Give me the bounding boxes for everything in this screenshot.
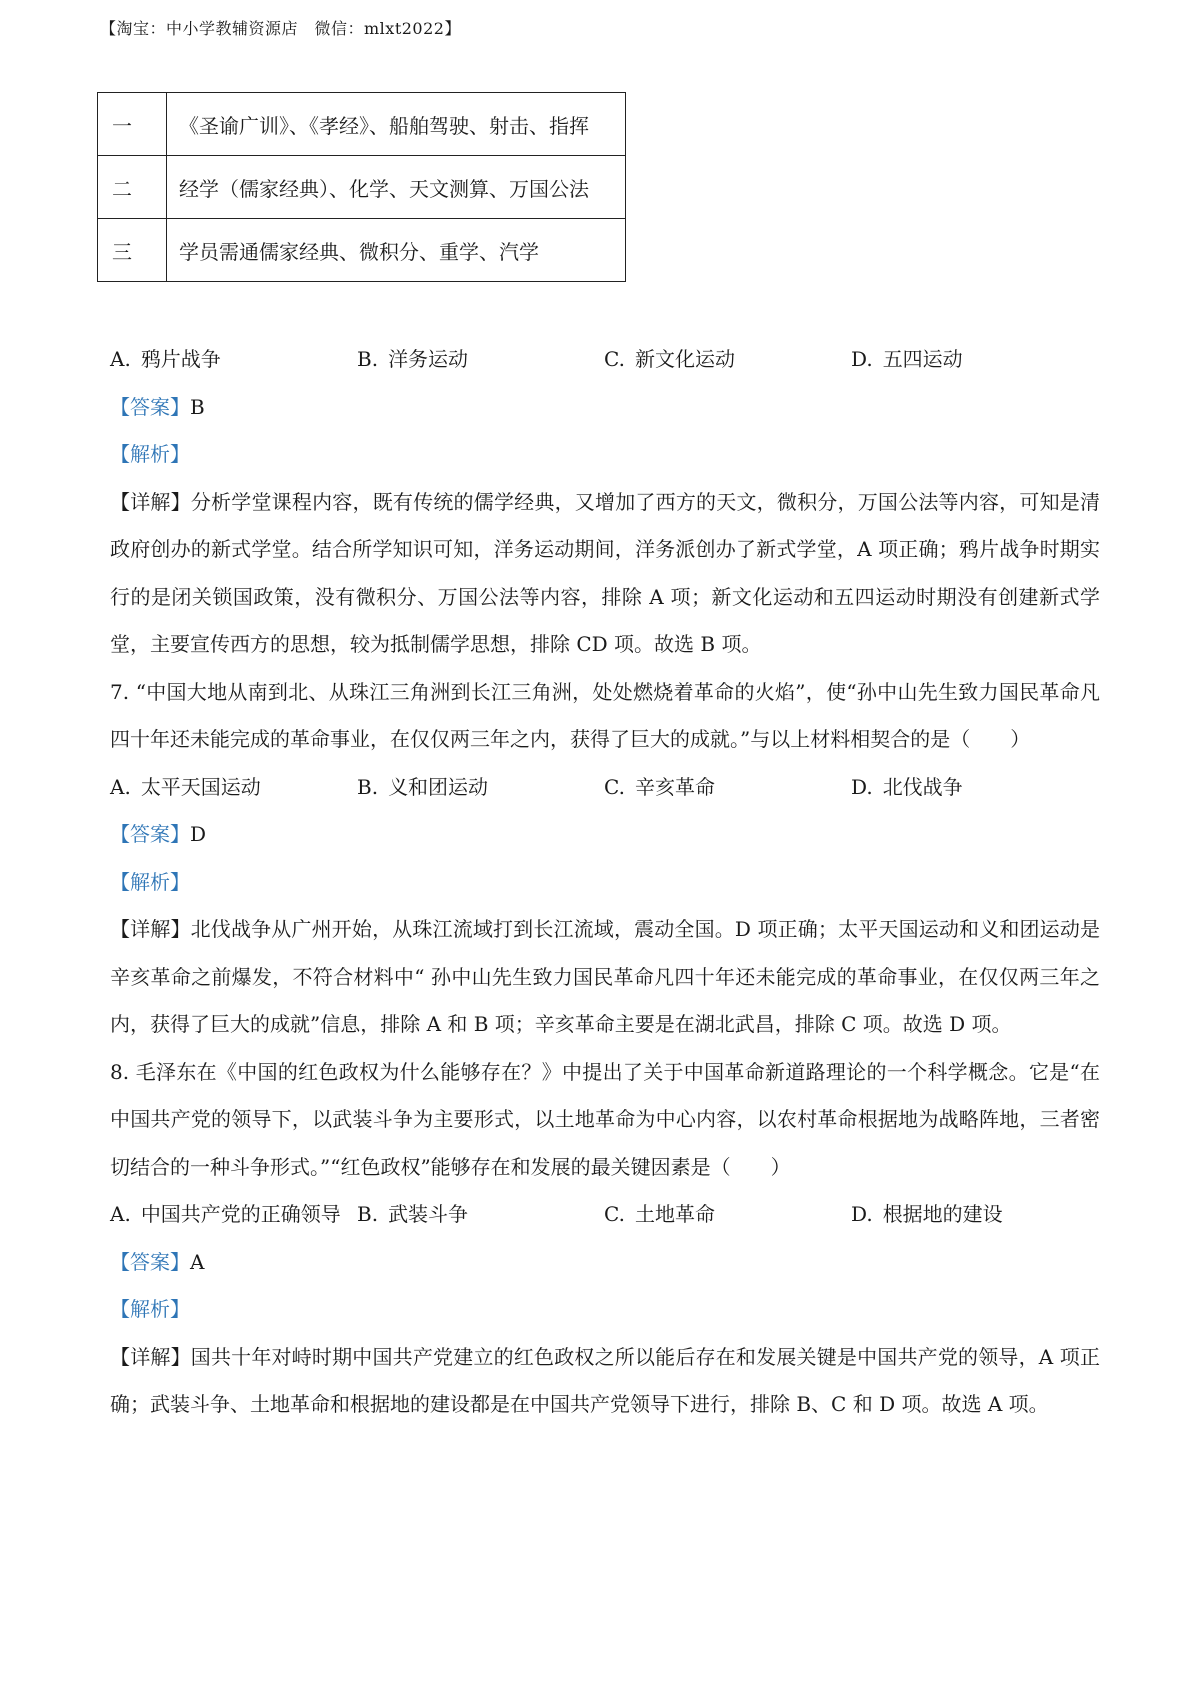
table-row [98, 93, 626, 156]
table-row-text: 学员需通儒家经典、微积分、重学、汽学 [167, 219, 626, 282]
table-row-number: 三 [98, 219, 167, 282]
q8-answer [110, 1239, 1100, 1287]
table-row [98, 219, 626, 282]
q7-detail [110, 906, 1100, 1049]
detail-text: 国共十年对峙时期中国共产党建立的红色政权之所以能后存在和发展关键是中国共产党的领导，A 项正确；武装斗争、土地革命和根据地的建设都是在中国共产党领导下进行，排除 B、C 和 D 项。故选 A 项。 [110, 1344, 1100, 1416]
answer-value: B [190, 394, 205, 419]
q6-options [110, 336, 1100, 384]
table-row [98, 156, 626, 219]
table-row-number: 一 [98, 93, 167, 156]
answer-value: A [190, 1249, 205, 1274]
q7-option-a: A. 太平天国运动 [110, 774, 261, 799]
analysis-label: 【解析】 [110, 442, 190, 466]
q7-answer [110, 811, 1100, 859]
answer-value: D [190, 822, 207, 846]
detail-label: 【详解】 [110, 489, 191, 514]
answer-label: 【答案】 [110, 822, 190, 846]
q7-option-b: B. 义和团运动 [357, 774, 489, 799]
q6-answer [110, 384, 1100, 432]
q6-option-d: D. 五四运动 [851, 347, 963, 371]
q8-options [110, 1191, 1100, 1239]
page-header: 【淘宝：中小学教辅资源店 微信：mlxt2022】 [100, 19, 461, 38]
q6-option-b: B. 洋务运动 [357, 347, 469, 371]
analysis-label: 【解析】 [110, 869, 190, 894]
q8-option-a: A. 中国共产党的正确领导 [110, 1202, 341, 1226]
detail-label: 【详解】 [110, 1344, 191, 1369]
q8-option-d: D. 根据地的建设 [851, 1202, 1003, 1226]
answer-label: 【答案】 [110, 394, 190, 419]
table-row-text: 经学（儒家经典）、化学、天文测算、万国公法 [167, 156, 626, 219]
table-row-text: 《圣谕广训》、《孝经》、船舶驾驶、射击、指挥 [167, 93, 626, 156]
q7-options [110, 764, 1100, 812]
q6-option-c: C. 新文化运动 [604, 347, 735, 371]
main-content [110, 336, 1100, 1429]
q7-question: 7. “中国大地从南到北、从珠江三角洲到长江三角洲，处处燃烧着革命的火焰”，使“孙中山先生致力国民革命凡四十年还未能完成的革命事业，在仅仅两三年之内，获得了巨大的成就。”与以上材料相契合的是（ ） [110, 679, 1100, 751]
q8-detail [110, 1334, 1100, 1429]
course-table [97, 92, 626, 282]
q6-detail [110, 479, 1100, 669]
answer-label: 【答案】 [110, 1249, 190, 1274]
q7-option-c: C. 辛亥革命 [604, 774, 715, 799]
q8-question: 8. 毛泽东在《中国的红色政权为什么能够存在？》中提出了关于中国革命新道路理论的一个科学概念。它是“在中国共产党的领导下，以武装斗争为主要形式，以土地革命为中心内容，以农村革命根据地为战略阵地，三者密切结合的一种斗争形式。”“红色政权”能够存在和发展的最关键因素是（ ） [110, 1059, 1100, 1179]
q8-option-c: C. 土地革命 [604, 1202, 715, 1226]
q7-option-d: D. 北伐战争 [851, 774, 963, 799]
table-row-number: 二 [98, 156, 167, 219]
analysis-label: 【解析】 [110, 1297, 190, 1321]
q6-option-a: A. 鸦片战争 [110, 347, 221, 371]
detail-label: 【详解】 [110, 917, 191, 941]
detail-text: 北伐战争从广州开始，从珠江流域打到长江流域，震动全国。D 项正确；太平天国运动和义和团运动是辛亥革命之前爆发，不符合材料中“ 孙中山先生致力国民革命凡四十年还未能完成的革命事业，在仅仅两三年之内，获得了巨大的成就”信息，排除 A 和 B 项；辛亥革命主要是在湖北武昌，排除 C 项。故选 D 项。 [110, 917, 1100, 1036]
q8-option-b: B. 武装斗争 [357, 1202, 469, 1226]
detail-text: 分析学堂课程内容，既有传统的儒学经典，又增加了西方的天文，微积分，万国公法等内容，可知是清政府创办的新式学堂。结合所学知识可知，洋务运动期间，洋务派创办了新式学堂，A 项正确；鸦片战争时期实行的是闭关锁国政策，没有微积分、万国公法等内容，排除 A 项；新文化运动和五四运动时期没有创建新式学堂，主要宣传西方的思想，较为抵制儒学思想，排除 CD 项。故选 B 项。 [110, 489, 1101, 656]
